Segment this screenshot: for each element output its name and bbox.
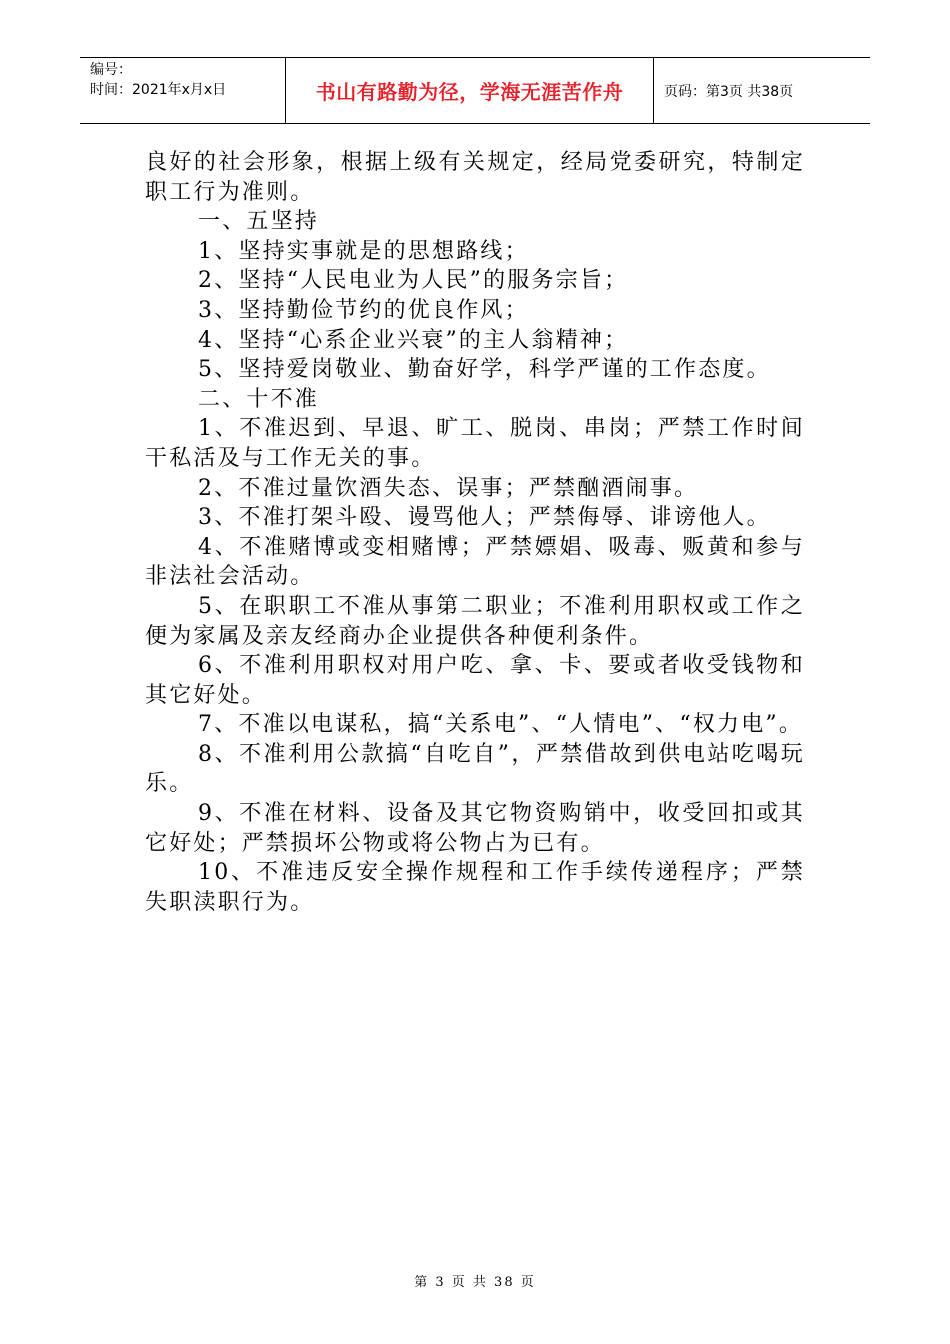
paragraph: 1、不准迟到、早退、旷工、脱岗、串岗；严禁工作时间干私活及与工作无关的事。 (145, 416, 805, 471)
paragraph: 4、不准赌博或变相赌博；严禁嫖娼、吸毒、贩黄和参与非法社会活动。 (145, 534, 805, 590)
document-date-label: 时间：2021年x月x日 (90, 82, 227, 98)
paragraph: 10、不准违反安全操作规程和工作手续传递程序；严禁失职渎职行为。 (145, 860, 805, 915)
section-heading: 一、五坚持 (198, 209, 320, 235)
document-header (80, 57, 870, 124)
header-page-info: 页码：第3页 共38页 (664, 83, 794, 100)
paragraph: 良好的社会形象，根据上级有关规定，经局党委研究，特制定职工行为准则。 (145, 150, 805, 205)
paragraph: 6、不准利用职权对用户吃、拿、卡、要或者收受钱物和其它好处。 (145, 653, 805, 708)
header-motto: 书山有路勤为径，学海无涯苦作舟 (286, 58, 654, 123)
paragraph: 7、不准以电谋私，搞“关系电”、“人情电”、“权力电”。 (198, 712, 804, 738)
paragraph: 2、坚持“人民电业为人民”的服务宗旨； (198, 268, 629, 294)
paragraph: 9、不准在材料、设备及其它物资购销中，收受回扣或其它好处；严禁损坏公物或将公物占为已有。 (145, 801, 805, 856)
page-footer: 第 3 页 共 38 页 (414, 1275, 536, 1290)
paragraph: 2、不准过量饮酒失态、误事；严禁酗酒闹事。 (198, 475, 699, 501)
document-number-label: 编号： (90, 62, 132, 78)
paragraph: 4、坚持“心系企业兴衰”的主人翁精神； (198, 327, 629, 353)
paragraph: 1、坚持实事就是的思想路线； (198, 238, 529, 264)
paragraph: 5、在职职工不准从事第二职业；不准利用职权或工作之便为家属及亲友经商办企业提供各种便利条件。 (145, 593, 805, 649)
paragraph: 3、不准打架斗殴、谩骂他人；严禁侮辱、诽谤他人。 (198, 505, 771, 531)
paragraph: 3、坚持勤俭节约的优良作风； (198, 297, 529, 323)
paragraph: 8、不准利用公款搞“自吃自”，严禁借故到供电站吃喝玩乐。 (145, 741, 805, 797)
document-body (145, 148, 805, 917)
paragraph: 5、坚持爱岗敬业、勤奋好学，科学严谨的工作态度。 (198, 357, 771, 383)
section-heading: 二、十不准 (198, 386, 320, 412)
header-meta-cell (80, 58, 286, 123)
